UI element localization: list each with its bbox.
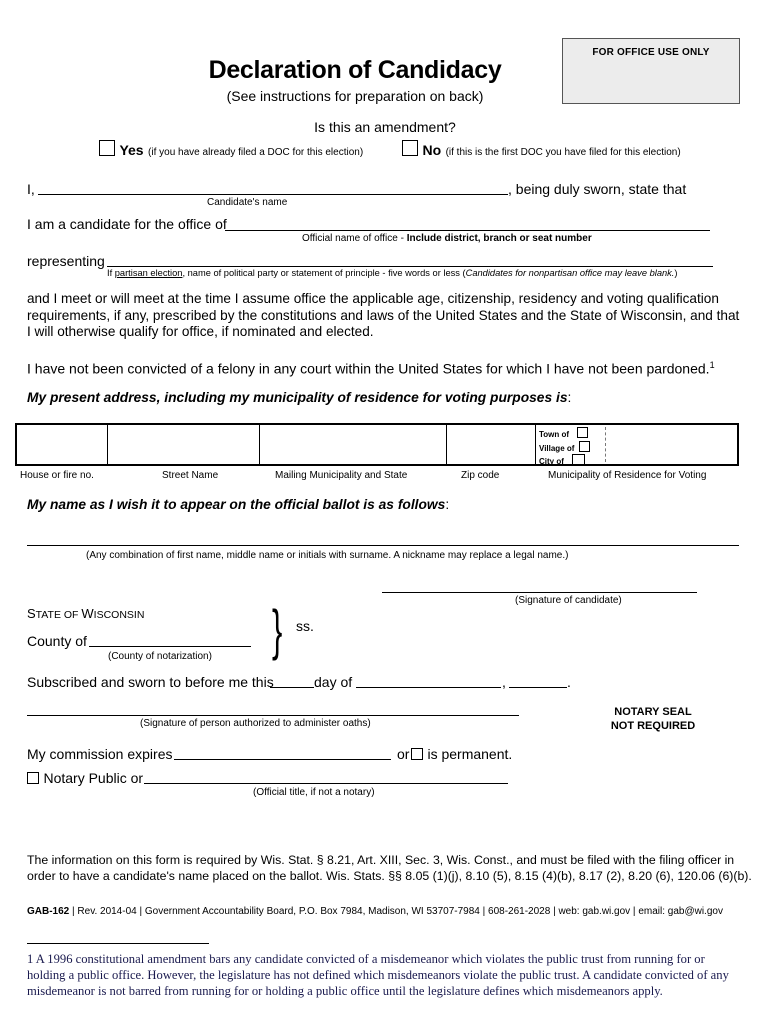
county-caption: (County of notarization) <box>108 651 212 662</box>
address-col-zip: Zip code <box>461 470 500 481</box>
county-label: County of <box>27 633 87 649</box>
office-caption: Official name of office - Include district, branch or seat number <box>302 233 592 244</box>
notary-public-option[interactable] <box>27 770 143 788</box>
form-id: GAB-162 <box>27 906 70 917</box>
no-label: No <box>422 142 442 158</box>
representing-field[interactable] <box>107 266 713 267</box>
notary-seal-note <box>598 706 708 732</box>
address-heading: My present address, including my municipality of residence for voting purposes is: <box>27 390 572 405</box>
qualification-paragraph: and I meet or will meet at the time I assume office the applicable age, citizenship, residency and voting qualification requirements, if any, prescribed by the constitutions and laws of the United States and the State of Wisconsin, and that I will otherwise qualify for office, if nominated and elected. <box>27 291 740 339</box>
zip-code-cell[interactable] <box>446 425 536 464</box>
commission-or: or <box>397 746 410 762</box>
form-title: Declaration of Candidacy <box>208 56 502 84</box>
office-name-field[interactable] <box>225 230 710 231</box>
ss-brace: } <box>272 598 283 661</box>
official-title-field[interactable] <box>144 783 508 784</box>
no-note: (if this is the first DOC you have filed for this election) <box>445 147 681 158</box>
year-field[interactable] <box>509 687 567 688</box>
office-prefix: I am a candidate for the office of <box>27 216 227 232</box>
address-col-residence: Municipality of Residence for Voting <box>548 470 707 481</box>
amendment-yes-option[interactable] <box>99 140 363 160</box>
amendment-question: Is this an amendment? <box>314 119 456 135</box>
statute-info: The information on this form is required by Wis. Stat. § 8.21, Art. XIII, Sec. 3, Wis. Const., and must be filed with the filing officer in order to have a candidate's name placed on the ballot. Wis. Stats. §§ 8.05 (1)(j), 8.10 (5), 8.15 (4)(b), 8.17 (2), 8.20 (6), 120.06 (6)(b). <box>27 853 752 883</box>
official-title-caption: (Official title, if not a notary) <box>253 787 375 798</box>
town-option[interactable]: Town of <box>539 427 588 439</box>
footnote: 1 A 1996 constitutional amendment bars any candidate convicted of a misdemeanor which violates the public trust from running for or holding a public office. However, the legislature has not defined which misdemeanors violate the public trust. A candidate convicted of any misdemeanor is not barred from running for or holding a public office until the legislature defines which misdemeanors apply. <box>27 952 729 998</box>
sworn-text: , being duly sworn, state that <box>508 181 687 197</box>
subscribed-text: Subscribed and sworn to before me this <box>27 674 274 690</box>
notary-public-checkbox[interactable] <box>27 772 39 784</box>
month-field[interactable] <box>356 687 501 688</box>
commission-field[interactable] <box>174 759 391 760</box>
i-prefix: I, <box>27 181 35 197</box>
amendment-no-option[interactable] <box>402 140 681 160</box>
address-col-mailing: Mailing Municipality and State <box>275 470 408 481</box>
no-checkbox[interactable] <box>402 140 418 156</box>
form-id-line: GAB-162 | Rev. 2014-04 | Government Accountability Board, P.O. Box 7984, Madison, WI 53707-7984 | 608-261-2028 | web: gab.wi.gov | email: gab@wi.gov <box>27 906 723 917</box>
candidate-signature-field[interactable] <box>382 592 697 593</box>
state-label: STATE OF WISCONSIN <box>27 606 145 621</box>
candidate-name-caption: Candidate's name <box>207 197 288 208</box>
candidate-signature-caption: (Signature of candidate) <box>515 595 622 606</box>
county-field[interactable] <box>89 646 251 647</box>
address-col-street: Street Name <box>162 470 219 481</box>
form-subtitle: (See instructions for preparation on back) <box>226 88 484 104</box>
day-field[interactable] <box>270 687 314 688</box>
notary-public-label: Notary Public or <box>43 770 144 786</box>
footnote-divider <box>27 943 209 944</box>
yes-note: (if you have already filed a DOC for this election) <box>148 147 364 158</box>
mailing-municipality-cell[interactable] <box>259 425 447 464</box>
address-table <box>15 423 739 466</box>
date-period: . <box>567 674 571 690</box>
felony-statement: I have not been convicted of a felony in any court within the United States for which I have not been pardoned.$^1$ <box>27 360 715 377</box>
date-comma: , <box>502 674 506 690</box>
notary-signature-field[interactable] <box>27 715 519 716</box>
village-checkbox[interactable] <box>579 441 590 452</box>
yes-label: Yes <box>119 142 144 158</box>
city-option[interactable]: City of <box>539 454 585 466</box>
residence-municipality-cell[interactable] <box>607 425 737 464</box>
candidate-name-field[interactable] <box>38 194 508 195</box>
ballot-name-caption: (Any combination of first name, middle name or initials with surname. A nickname may replace a legal name.) <box>86 550 569 561</box>
permanent-label: is permanent. <box>427 746 513 762</box>
partisan-election-link[interactable]: partisan election <box>114 268 183 278</box>
notary-signature-caption: (Signature of person authorized to administer oaths) <box>140 718 371 729</box>
city-checkbox[interactable] <box>572 454 585 465</box>
street-name-cell[interactable] <box>107 425 260 464</box>
permanent-checkbox[interactable] <box>411 748 423 760</box>
commission-label: My commission expires <box>27 746 173 762</box>
notary-seal-line2: NOT REQUIRED <box>610 720 696 732</box>
town-checkbox[interactable] <box>577 427 588 438</box>
notary-seal-line1: NOTARY SEAL <box>614 706 692 718</box>
municipality-type-cell <box>535 425 605 464</box>
representing-caption: If partisan election, name of political party or statement of principle - five words or less (Candidates for nonpartisan office may leave blank.) <box>107 268 678 278</box>
village-option[interactable]: Village of <box>539 441 590 453</box>
yes-checkbox[interactable] <box>99 140 115 156</box>
ss-label: ss. <box>296 618 314 634</box>
office-use-label: FOR OFFICE USE ONLY <box>592 47 710 58</box>
ballot-heading: My name as I wish it to appear on the official ballot is as follows: <box>27 497 450 512</box>
address-col-house: House or fire no. <box>20 470 94 481</box>
day-of-text: day of <box>314 674 353 690</box>
permanent-option[interactable] <box>411 746 512 764</box>
house-number-cell[interactable] <box>17 425 108 464</box>
representing-label: representing <box>27 253 105 269</box>
ballot-name-field[interactable] <box>27 545 739 546</box>
residence-municipality-divider <box>605 427 606 462</box>
footnote-ref: 1 <box>709 360 715 370</box>
